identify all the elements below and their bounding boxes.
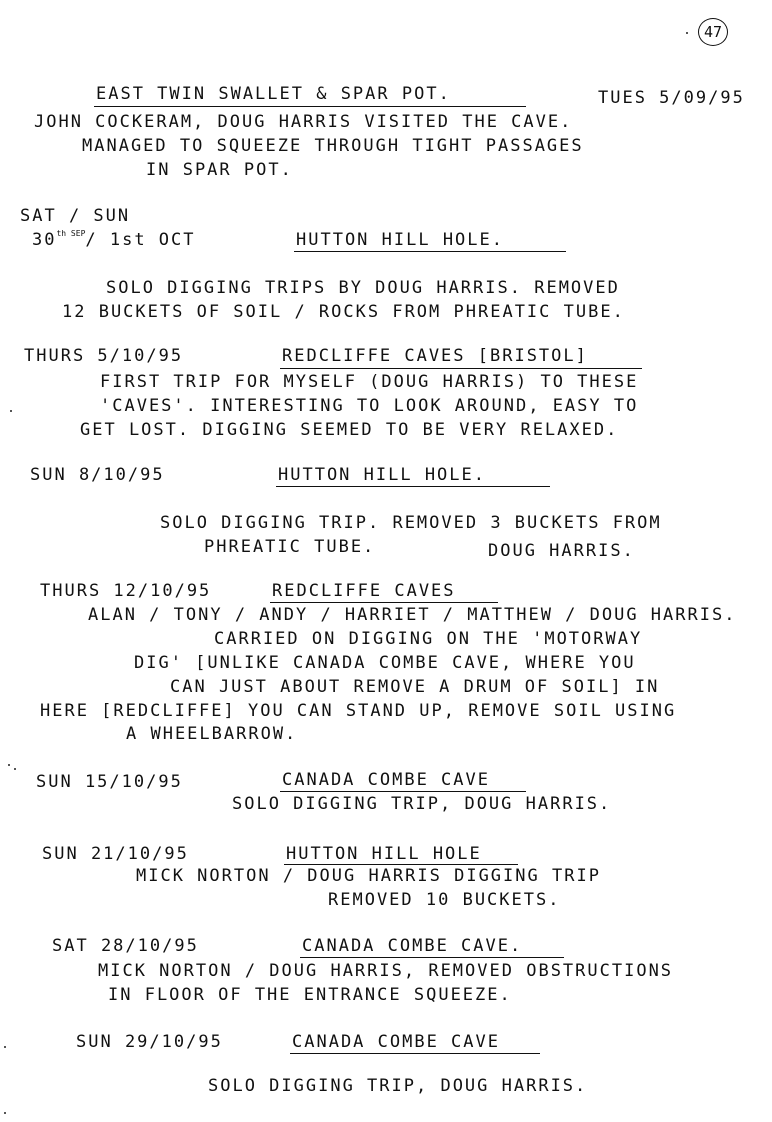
scan-speckle: [4, 1046, 6, 1048]
entry-date: SUN 21/10/95: [42, 844, 189, 864]
entry-date: SUN 15/10/95: [36, 772, 183, 792]
entry-line: SOLO DIGGING TRIP, DOUG HARRIS.: [232, 794, 612, 814]
entry-date: SAT / SUN: [20, 206, 131, 226]
entry-title: REDCLIFFE CAVES: [272, 581, 456, 601]
entry-line: 12 BUCKETS OF SOIL / ROCKS FROM PHREATIC TUBE.: [62, 302, 625, 322]
entry-line: DIG' [UNLIKE CANADA COMBE CAVE, WHERE YOU: [134, 653, 636, 673]
entry-line: FIRST TRIP FOR MYSELF (DOUG HARRIS) TO THESE: [100, 372, 639, 392]
entry-date: SUN 8/10/95: [30, 465, 165, 485]
entry-line: IN FLOOR OF THE ENTRANCE SQUEEZE.: [108, 985, 512, 1005]
entry-line: JOHN COCKERAM, DOUG HARRIS VISITED THE CAVE.: [34, 112, 573, 132]
entry-title: HUTTON HILL HOLE.: [296, 230, 504, 250]
entry-date: $30^{th SEP}/$ 1st OCT: [32, 229, 196, 250]
entry-title: REDCLIFFE CAVES [BRISTOL]: [282, 346, 588, 366]
entry-title: CANADA COMBE CAVE: [282, 770, 490, 790]
entry-line: MICK NORTON / DOUG HARRIS DIGGING TRIP: [136, 866, 601, 886]
entry-title: CANADA COMBE CAVE: [292, 1032, 500, 1052]
scan-speckle: [686, 32, 688, 34]
entry-line: GET LOST. DIGGING SEEMED TO BE VERY RELAXED.: [80, 420, 619, 440]
entry-line: SOLO DIGGING TRIPS BY DOUG HARRIS. REMOVED: [106, 278, 620, 298]
entry-title: HUTTON HILL HOLE.: [278, 465, 486, 485]
entry-signature: DOUG HARRIS.: [488, 541, 635, 561]
entry-line: 'CAVES'. INTERESTING TO LOOK AROUND, EASY TO: [100, 396, 639, 416]
entry-line: REMOVED 10 BUCKETS.: [328, 890, 561, 910]
entry-line: MANAGED TO SQUEEZE THROUGH TIGHT PASSAGES: [82, 136, 584, 156]
title-underline: [280, 791, 526, 792]
entry-line: A WHEELBARROW.: [126, 724, 298, 744]
title-underline: [290, 1053, 540, 1054]
page-number: 47: [698, 18, 728, 46]
entry-date: THURS 12/10/95: [40, 581, 212, 601]
entry-title: HUTTON HILL HOLE: [286, 844, 482, 864]
scan-speckle: [14, 768, 16, 770]
entry-line: PHREATIC TUBE.: [204, 537, 376, 557]
title-underline: [276, 486, 550, 487]
title-underline: [270, 602, 498, 603]
entry-date: SUN 29/10/95: [76, 1032, 223, 1052]
entry-date: TUES 5/09/95: [598, 88, 745, 108]
entry-line: IN SPAR POT.: [146, 160, 293, 180]
entry-line: SOLO DIGGING TRIP. REMOVED 3 BUCKETS FROM: [160, 513, 662, 533]
entry-line: ALAN / TONY / ANDY / HARRIET / MATTHEW / DOUG HARRIS.: [88, 605, 737, 625]
entry-line: CARRIED ON DIGGING ON THE 'MOTORWAY: [214, 629, 643, 649]
title-underline: [294, 251, 566, 252]
scan-speckle: [8, 764, 10, 766]
entry-title: EAST TWIN SWALLET & SPAR POT.: [96, 84, 451, 104]
title-underline: [284, 864, 518, 865]
entry-title: CANADA COMBE CAVE.: [302, 936, 523, 956]
scan-speckle: [10, 410, 12, 412]
title-underline: [300, 957, 564, 958]
title-underline: [94, 106, 526, 107]
entry-date: SAT 28/10/95: [52, 936, 199, 956]
entry-line: MICK NORTON / DOUG HARRIS, REMOVED OBSTRUCTIONS: [98, 961, 674, 981]
entry-line: HERE [REDCLIFFE] YOU CAN STAND UP, REMOVE SOIL USING: [40, 701, 677, 721]
entry-line: SOLO DIGGING TRIP, DOUG HARRIS.: [208, 1076, 588, 1096]
entry-line: CAN JUST ABOUT REMOVE A DRUM OF SOIL] IN: [170, 677, 660, 697]
scan-speckle: [4, 1112, 6, 1114]
title-underline: [280, 368, 642, 369]
entry-date: THURS 5/10/95: [24, 346, 184, 366]
